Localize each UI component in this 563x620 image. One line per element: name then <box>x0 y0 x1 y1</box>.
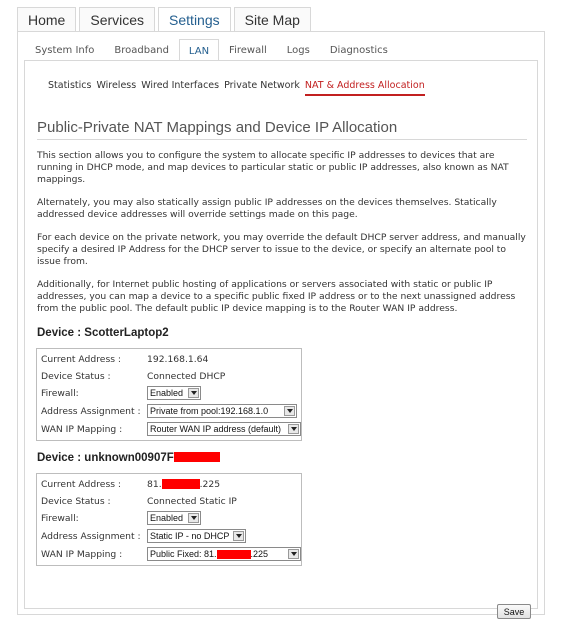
firewall-select[interactable] <box>147 386 201 400</box>
firewall-row <box>41 510 299 526</box>
device-status-value: Connected DHCP <box>147 370 226 382</box>
wan-ip-mapping-selected-value <box>150 549 286 559</box>
address-assignment-row <box>41 403 299 419</box>
section-link-wired-interfaces[interactable]: Wired Interfaces <box>141 80 220 91</box>
section-link-wireless[interactable]: Wireless <box>96 80 137 91</box>
current-address-row <box>41 351 299 367</box>
address-prefix: 81. <box>147 478 162 490</box>
device-heading <box>37 452 220 464</box>
subtab-lan[interactable]: LAN <box>179 39 219 62</box>
address-assignment-selected-value: Private from pool:192.168.1.0 <box>150 406 269 416</box>
redaction-mark <box>217 550 251 559</box>
address-assignment-row <box>41 528 299 544</box>
wan-ip-mapping-selected-value: Router WAN IP address (default) <box>150 424 282 434</box>
firewall-selected-value: Enabled <box>150 388 184 398</box>
tab-services[interactable]: Services <box>79 7 155 31</box>
wan-ip-mapping-row <box>41 421 299 437</box>
chevron-down-icon <box>288 549 299 559</box>
current-address-row <box>41 476 299 492</box>
dhcp-override-paragraph: For each device on the private network, you may override the default DHCP server address, and manually specify a desired IP Address for the DHCP server to issue to the device, or specify an alternate pool to issue from. <box>37 232 526 268</box>
tab-home[interactable]: Home <box>17 7 76 31</box>
main-tabs <box>17 7 314 31</box>
redaction-mark <box>174 452 220 462</box>
device-status-label: Device Status : <box>41 495 111 507</box>
subtab-firewall[interactable]: Firewall <box>229 45 267 56</box>
static-override-paragraph: Alternately, you may also statically assign public IP addresses on the devices themselves. Statically addressed device addresses will override settings made on this page. <box>37 197 497 221</box>
chevron-down-icon <box>288 424 299 434</box>
device-heading: Device : ScotterLaptop2 <box>37 327 169 339</box>
firewall-select[interactable] <box>147 511 201 525</box>
address-assignment-select[interactable] <box>147 529 246 543</box>
device-status-row <box>41 493 299 509</box>
address-assignment-selected-value: Static IP - no DHCP <box>150 531 230 541</box>
lan-section-nav <box>48 80 425 96</box>
firewall-selected-value: Enabled <box>150 513 184 523</box>
current-address-label: Current Address : <box>41 353 122 365</box>
device-status-label: Device Status : <box>41 370 111 382</box>
save-button[interactable]: Save <box>497 604 531 619</box>
wan-ip-mapping-label: WAN IP Mapping : <box>41 423 123 435</box>
settings-sub-tabs <box>25 39 398 61</box>
device-card <box>36 473 302 566</box>
section-link-private-network[interactable]: Private Network <box>224 80 300 91</box>
mapping-suffix: .225 <box>250 549 269 559</box>
address-assignment-label: Address Assignment : <box>41 530 141 542</box>
section-link-statistics[interactable]: Statistics <box>48 80 92 91</box>
device-status-value: Connected Static IP <box>147 495 237 507</box>
device-status-row <box>41 368 299 384</box>
subtab-diagnostics[interactable]: Diagnostics <box>329 45 388 56</box>
current-address-label: Current Address : <box>41 478 122 490</box>
redaction-mark <box>162 479 200 489</box>
device-card <box>36 348 302 441</box>
chevron-down-icon <box>233 531 244 541</box>
subtab-broadband[interactable]: Broadband <box>114 45 169 56</box>
section-link-nat-address-allocation[interactable]: NAT & Address Allocation <box>305 80 425 96</box>
settings-panel <box>17 31 545 615</box>
lan-content-panel <box>24 60 538 617</box>
chevron-down-icon <box>188 513 199 523</box>
subtab-system-info[interactable]: System Info <box>35 45 95 56</box>
tab-settings[interactable]: Settings <box>158 7 231 32</box>
public-hosting-paragraph: Additionally, for Internet public hosting of applications or servers associated with static or public IP addresses, you can map a device to a specific public fixed IP address or to the next unassigned address from the public pool. The default public IP device mapping is to the Router WAN IP address. <box>37 279 516 315</box>
firewall-label: Firewall: <box>41 387 79 399</box>
current-address-value <box>147 479 220 490</box>
firewall-row <box>41 385 299 401</box>
mapping-prefix: Public Fixed: 81. <box>150 549 217 559</box>
chevron-down-icon <box>188 388 199 398</box>
wan-ip-mapping-row <box>41 546 299 562</box>
page-title: Public-Private NAT Mappings and Device IP Allocation <box>37 119 527 140</box>
firewall-label: Firewall: <box>41 512 79 524</box>
address-assignment-label: Address Assignment : <box>41 405 141 417</box>
wan-ip-mapping-label: WAN IP Mapping : <box>41 548 123 560</box>
chevron-down-icon <box>284 406 295 416</box>
address-assignment-select[interactable] <box>147 404 297 418</box>
address-suffix: .225 <box>199 478 221 490</box>
subtab-logs[interactable]: Logs <box>286 45 310 56</box>
wan-ip-mapping-select[interactable] <box>147 422 301 436</box>
wan-ip-mapping-select[interactable] <box>147 547 301 561</box>
current-address-value: 192.168.1.64 <box>147 353 209 365</box>
tab-site-map[interactable]: Site Map <box>234 7 311 31</box>
device-heading-text: Device : unknown00907F <box>37 452 174 464</box>
intro-paragraph: This section allows you to configure the system to allocate specific IP addresses to devices that are running in DHCP mode, and map devices to particular static or public IP addresses, also known as NAT mappings. <box>37 150 509 186</box>
